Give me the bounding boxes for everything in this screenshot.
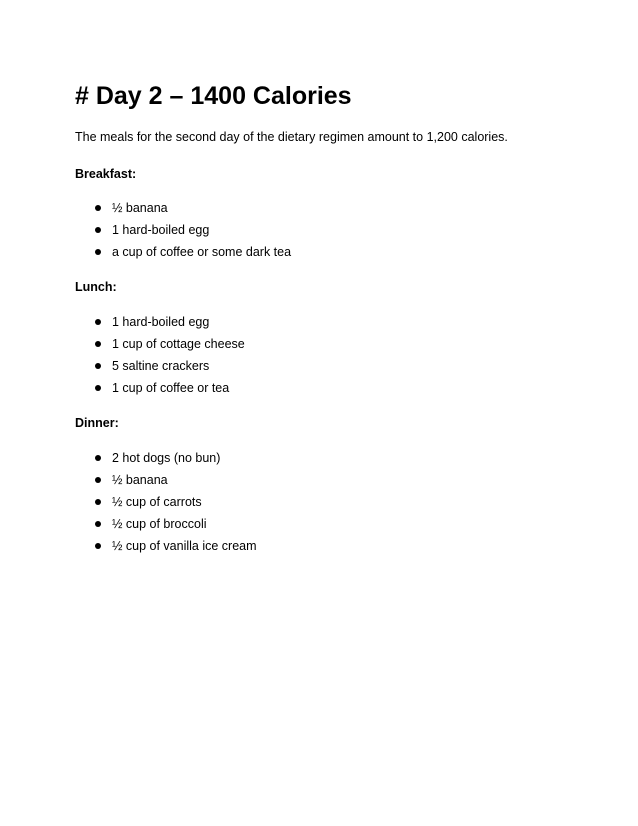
list-item-text: 1 cup of coffee or tea <box>112 381 230 395</box>
list-item-text: a cup of coffee or some dark tea <box>112 245 292 259</box>
list-item-text: 5 saltine crackers <box>112 359 210 373</box>
dinner-list <box>75 447 257 557</box>
list-item-text: ½ banana <box>112 473 168 487</box>
bullet-icon <box>95 477 101 483</box>
list-item <box>75 241 291 263</box>
list-item-text: ½ cup of broccoli <box>112 517 207 531</box>
list-item <box>75 377 245 399</box>
bullet-icon <box>95 205 101 211</box>
bullet-icon <box>95 521 101 527</box>
dinner-heading: Dinner: <box>75 416 119 430</box>
bullet-icon <box>95 249 101 255</box>
list-item <box>75 469 257 491</box>
list-item-text: 2 hot dogs (no bun) <box>112 451 221 465</box>
page-title: # Day 2 – 1400 Calories <box>75 82 352 110</box>
bullet-icon <box>95 455 101 461</box>
bullet-icon <box>95 385 101 391</box>
lunch-list <box>75 311 245 399</box>
list-item <box>75 491 257 513</box>
list-item <box>75 355 245 377</box>
list-item <box>75 513 257 535</box>
bullet-icon <box>95 363 101 369</box>
list-item-text: 1 hard-boiled egg <box>112 223 210 237</box>
bullet-icon <box>95 341 101 347</box>
list-item <box>75 311 245 333</box>
list-item-text: ½ banana <box>112 201 168 215</box>
breakfast-list <box>75 197 291 263</box>
lunch-heading: Lunch: <box>75 280 117 294</box>
breakfast-heading: Breakfast: <box>75 167 137 181</box>
list-item <box>75 219 291 241</box>
bullet-icon <box>95 227 101 233</box>
list-item <box>75 197 291 219</box>
list-item-text: ½ cup of vanilla ice cream <box>112 539 257 553</box>
list-item-text: ½ cup of carrots <box>112 495 202 509</box>
bullet-icon <box>95 543 101 549</box>
bullet-icon <box>95 319 101 325</box>
list-item <box>75 333 245 355</box>
list-item-text: 1 hard-boiled egg <box>112 315 210 329</box>
bullet-icon <box>95 499 101 505</box>
intro-paragraph: The meals for the second day of the dietary regimen amount to 1,200 calories. <box>75 130 508 144</box>
list-item-text: 1 cup of cottage cheese <box>112 337 245 351</box>
list-item <box>75 535 257 557</box>
list-item <box>75 447 257 469</box>
